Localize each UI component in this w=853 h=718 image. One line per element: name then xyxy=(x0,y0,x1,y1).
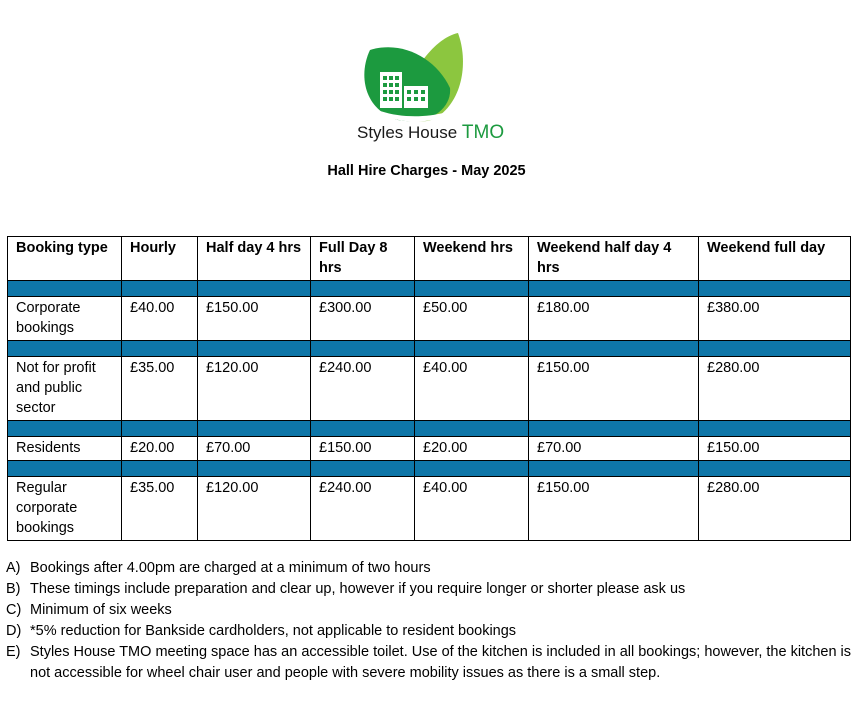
table-cell: Residents xyxy=(8,437,122,461)
table-cell: £300.00 xyxy=(311,297,415,341)
table-cell: £40.00 xyxy=(415,477,529,541)
note-marker: B) xyxy=(6,581,21,597)
column-header: Booking type xyxy=(8,237,122,281)
leaf-building-icon xyxy=(340,30,520,130)
note-item xyxy=(6,579,853,600)
table-cell: £150.00 xyxy=(699,437,851,461)
table-header-row xyxy=(8,237,851,281)
note-marker: A) xyxy=(6,560,21,576)
note-text: *5% reduction for Bankside cardholders, not applicable to resident bookings xyxy=(30,623,517,639)
table-cell: £280.00 xyxy=(699,357,851,421)
note-item xyxy=(6,558,853,579)
table-cell: Regular corporate bookings xyxy=(8,477,122,541)
column-header: Weekend half day 4 hrs xyxy=(529,237,699,281)
table-cell: £150.00 xyxy=(311,437,415,461)
table-cell: £20.00 xyxy=(415,437,529,461)
table-cell: £120.00 xyxy=(198,357,311,421)
table-cell: £70.00 xyxy=(198,437,311,461)
table-cell: £240.00 xyxy=(311,477,415,541)
column-header: Weekend hrs xyxy=(415,237,529,281)
logo xyxy=(340,30,520,150)
table-band-row xyxy=(8,421,851,437)
column-header: Full Day 8 hrs xyxy=(311,237,415,281)
note-marker: E) xyxy=(6,644,21,660)
table-band-row xyxy=(8,341,851,357)
table-cell: £240.00 xyxy=(311,357,415,421)
page-title: Hall Hire Charges - May 2025 xyxy=(327,163,526,179)
table-cell: Corporate bookings xyxy=(8,297,122,341)
table-cell: £380.00 xyxy=(699,297,851,341)
note-text: Bookings after 4.00pm are charged at a minimum of two hours xyxy=(30,560,431,576)
notes-list xyxy=(6,558,853,684)
table-cell: £180.00 xyxy=(529,297,699,341)
note-text: These timings include preparation and clear up, however if you require longer or shorter please ask us xyxy=(30,581,686,597)
note-marker: C) xyxy=(6,602,22,618)
table-row xyxy=(8,297,851,341)
table-cell: £20.00 xyxy=(122,437,198,461)
table-cell: £120.00 xyxy=(198,477,311,541)
note-item xyxy=(6,621,853,642)
note-item xyxy=(6,600,853,621)
charges-table xyxy=(7,236,851,541)
table-cell: £280.00 xyxy=(699,477,851,541)
table-cell: £35.00 xyxy=(122,477,198,541)
table-row xyxy=(8,437,851,461)
table-cell: £150.00 xyxy=(198,297,311,341)
table-cell: £70.00 xyxy=(529,437,699,461)
table-cell: £150.00 xyxy=(529,357,699,421)
table-cell: £50.00 xyxy=(415,297,529,341)
table-cell: Not for profit and public sector xyxy=(8,357,122,421)
note-text: Styles House TMO meeting space has an accessible toilet. Use of the kitchen is included in all bookings; however, the kitchen is not accessible for wheel chair user and people with severe mobility issues as there is a small step. xyxy=(30,644,852,681)
table-cell: £40.00 xyxy=(415,357,529,421)
logo-wordmark xyxy=(357,122,504,144)
table-cell: £35.00 xyxy=(122,357,198,421)
column-header: Half day 4 hrs xyxy=(198,237,311,281)
table-row xyxy=(8,357,851,421)
table-row xyxy=(8,477,851,541)
table-band-row xyxy=(8,461,851,477)
table-band-row xyxy=(8,281,851,297)
table-cell: £150.00 xyxy=(529,477,699,541)
note-item xyxy=(6,642,853,684)
logo-text-main: Styles House xyxy=(357,123,458,142)
note-marker: D) xyxy=(6,623,22,639)
logo-text-accent: TMO xyxy=(461,122,505,143)
note-text: Minimum of six weeks xyxy=(30,602,172,618)
column-header: Weekend full day xyxy=(699,237,851,281)
table-cell: £40.00 xyxy=(122,297,198,341)
column-header: Hourly xyxy=(122,237,198,281)
